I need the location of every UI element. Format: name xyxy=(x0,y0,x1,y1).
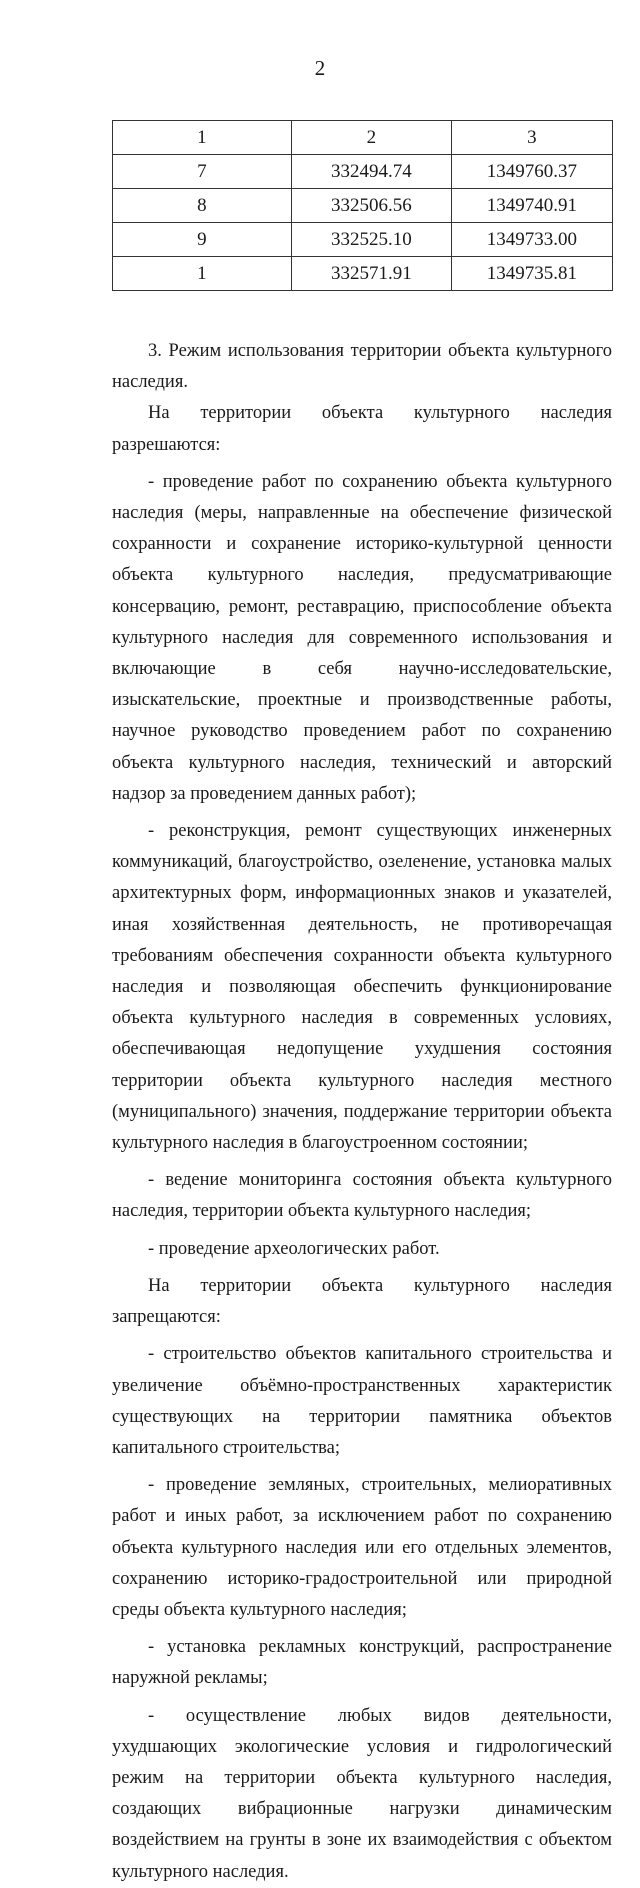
table-cell: 332506.56 xyxy=(291,189,451,223)
prohibited-item: - осуществление любых видов деятельности, ухудшающих экологические условия и гидрологический режим на территории объекта культурного наследия, создающих вибрационные нагрузки динамическим воздействием на грунты в зоне их взаимодействия с объектом культурного наследия. xyxy=(112,1705,612,1882)
permitted-item: - реконструкция, ремонт существующих инженерных коммуникаций, благоустройство, озеленение, установка малых архитектурных форм, информационных знаков и указателей, иная хозяйственная деятельность, не противоречащая требованиям обеспечения сохранности объекта культурного наследия и позволяющая обеспечить функционирование объекта культурного наследия в современных условиях, обеспечивающая недопущение ухудшения состояния территории объекта культурного наследия местного (муниципального) значения, поддержание территории объекта культурного наследия в благоустроенном состоянии; xyxy=(112,821,612,1154)
table-cell: 9 xyxy=(113,223,292,257)
table-cell: 1349740.91 xyxy=(451,189,612,223)
permitted-item: - ведение мониторинга состояния объекта культурного наследия, территории объекта культурного наследия; xyxy=(112,1170,612,1222)
table-cell: 332494.74 xyxy=(291,155,451,189)
permitted-item: - проведение работ по сохранению объекта культурного наследия (меры, направленные на обеспечение физической сохранности и сохранение историко-культурной ценности объекта культурного наследия, предусматривающие консервацию, ремонт, реставрацию, приспособление объекта культурного наследия для современного использования и включающие в себя научно-исследовательские, изыскательские, проектные и производственные работы, научное руководство проведением работ по сохранению объекта культурного наследия, технический и авторский надзор за проведением данных работ); xyxy=(112,471,612,804)
prohibited-item: - строительство объектов капитального строительства и увеличение объёмно-пространственных характеристик существующих на территории памятника объектов капитального строительства; xyxy=(112,1344,612,1458)
table-cell: 3 xyxy=(451,121,612,155)
document-body xyxy=(112,336,612,1888)
table-row xyxy=(113,189,613,223)
table-cell: 1349735.81 xyxy=(451,257,612,291)
table-cell: 7 xyxy=(113,155,292,189)
permitted-item: - проведение археологических работ. xyxy=(148,1238,440,1259)
table-cell: 332525.10 xyxy=(291,223,451,257)
prohibited-intro: На территории объекта культурного наследия запрещаются: xyxy=(112,1275,612,1328)
table-cell: 332571.91 xyxy=(291,257,451,291)
table-header-row xyxy=(113,121,613,155)
table-cell: 1349733.00 xyxy=(451,223,612,257)
table-cell: 8 xyxy=(113,189,292,223)
coordinates-table xyxy=(112,120,613,291)
table-cell: 1 xyxy=(113,121,292,155)
table-row xyxy=(113,223,613,257)
table-row xyxy=(113,155,613,189)
page-number: 2 xyxy=(314,56,326,80)
prohibited-item: - проведение земляных, строительных, мелиоративных работ и иных работ, за исключением работ по сохранению объекта культурного наследия или его отдельных элементов, сохранению историко-градостроительной или природной среды объекта культурного наследия; xyxy=(112,1475,612,1620)
section-heading: 3. Режим использования территории объекта культурного наследия. xyxy=(112,341,612,393)
permitted-intro: На территории объекта культурного наследия разрешаются: xyxy=(112,403,612,455)
table-cell: 1349760.37 xyxy=(451,155,612,189)
table-row xyxy=(113,257,613,291)
prohibited-item: - установка рекламных конструкций, распространение наружной рекламы; xyxy=(112,1637,612,1689)
table-cell: 1 xyxy=(113,257,292,291)
table-cell: 2 xyxy=(291,121,451,155)
